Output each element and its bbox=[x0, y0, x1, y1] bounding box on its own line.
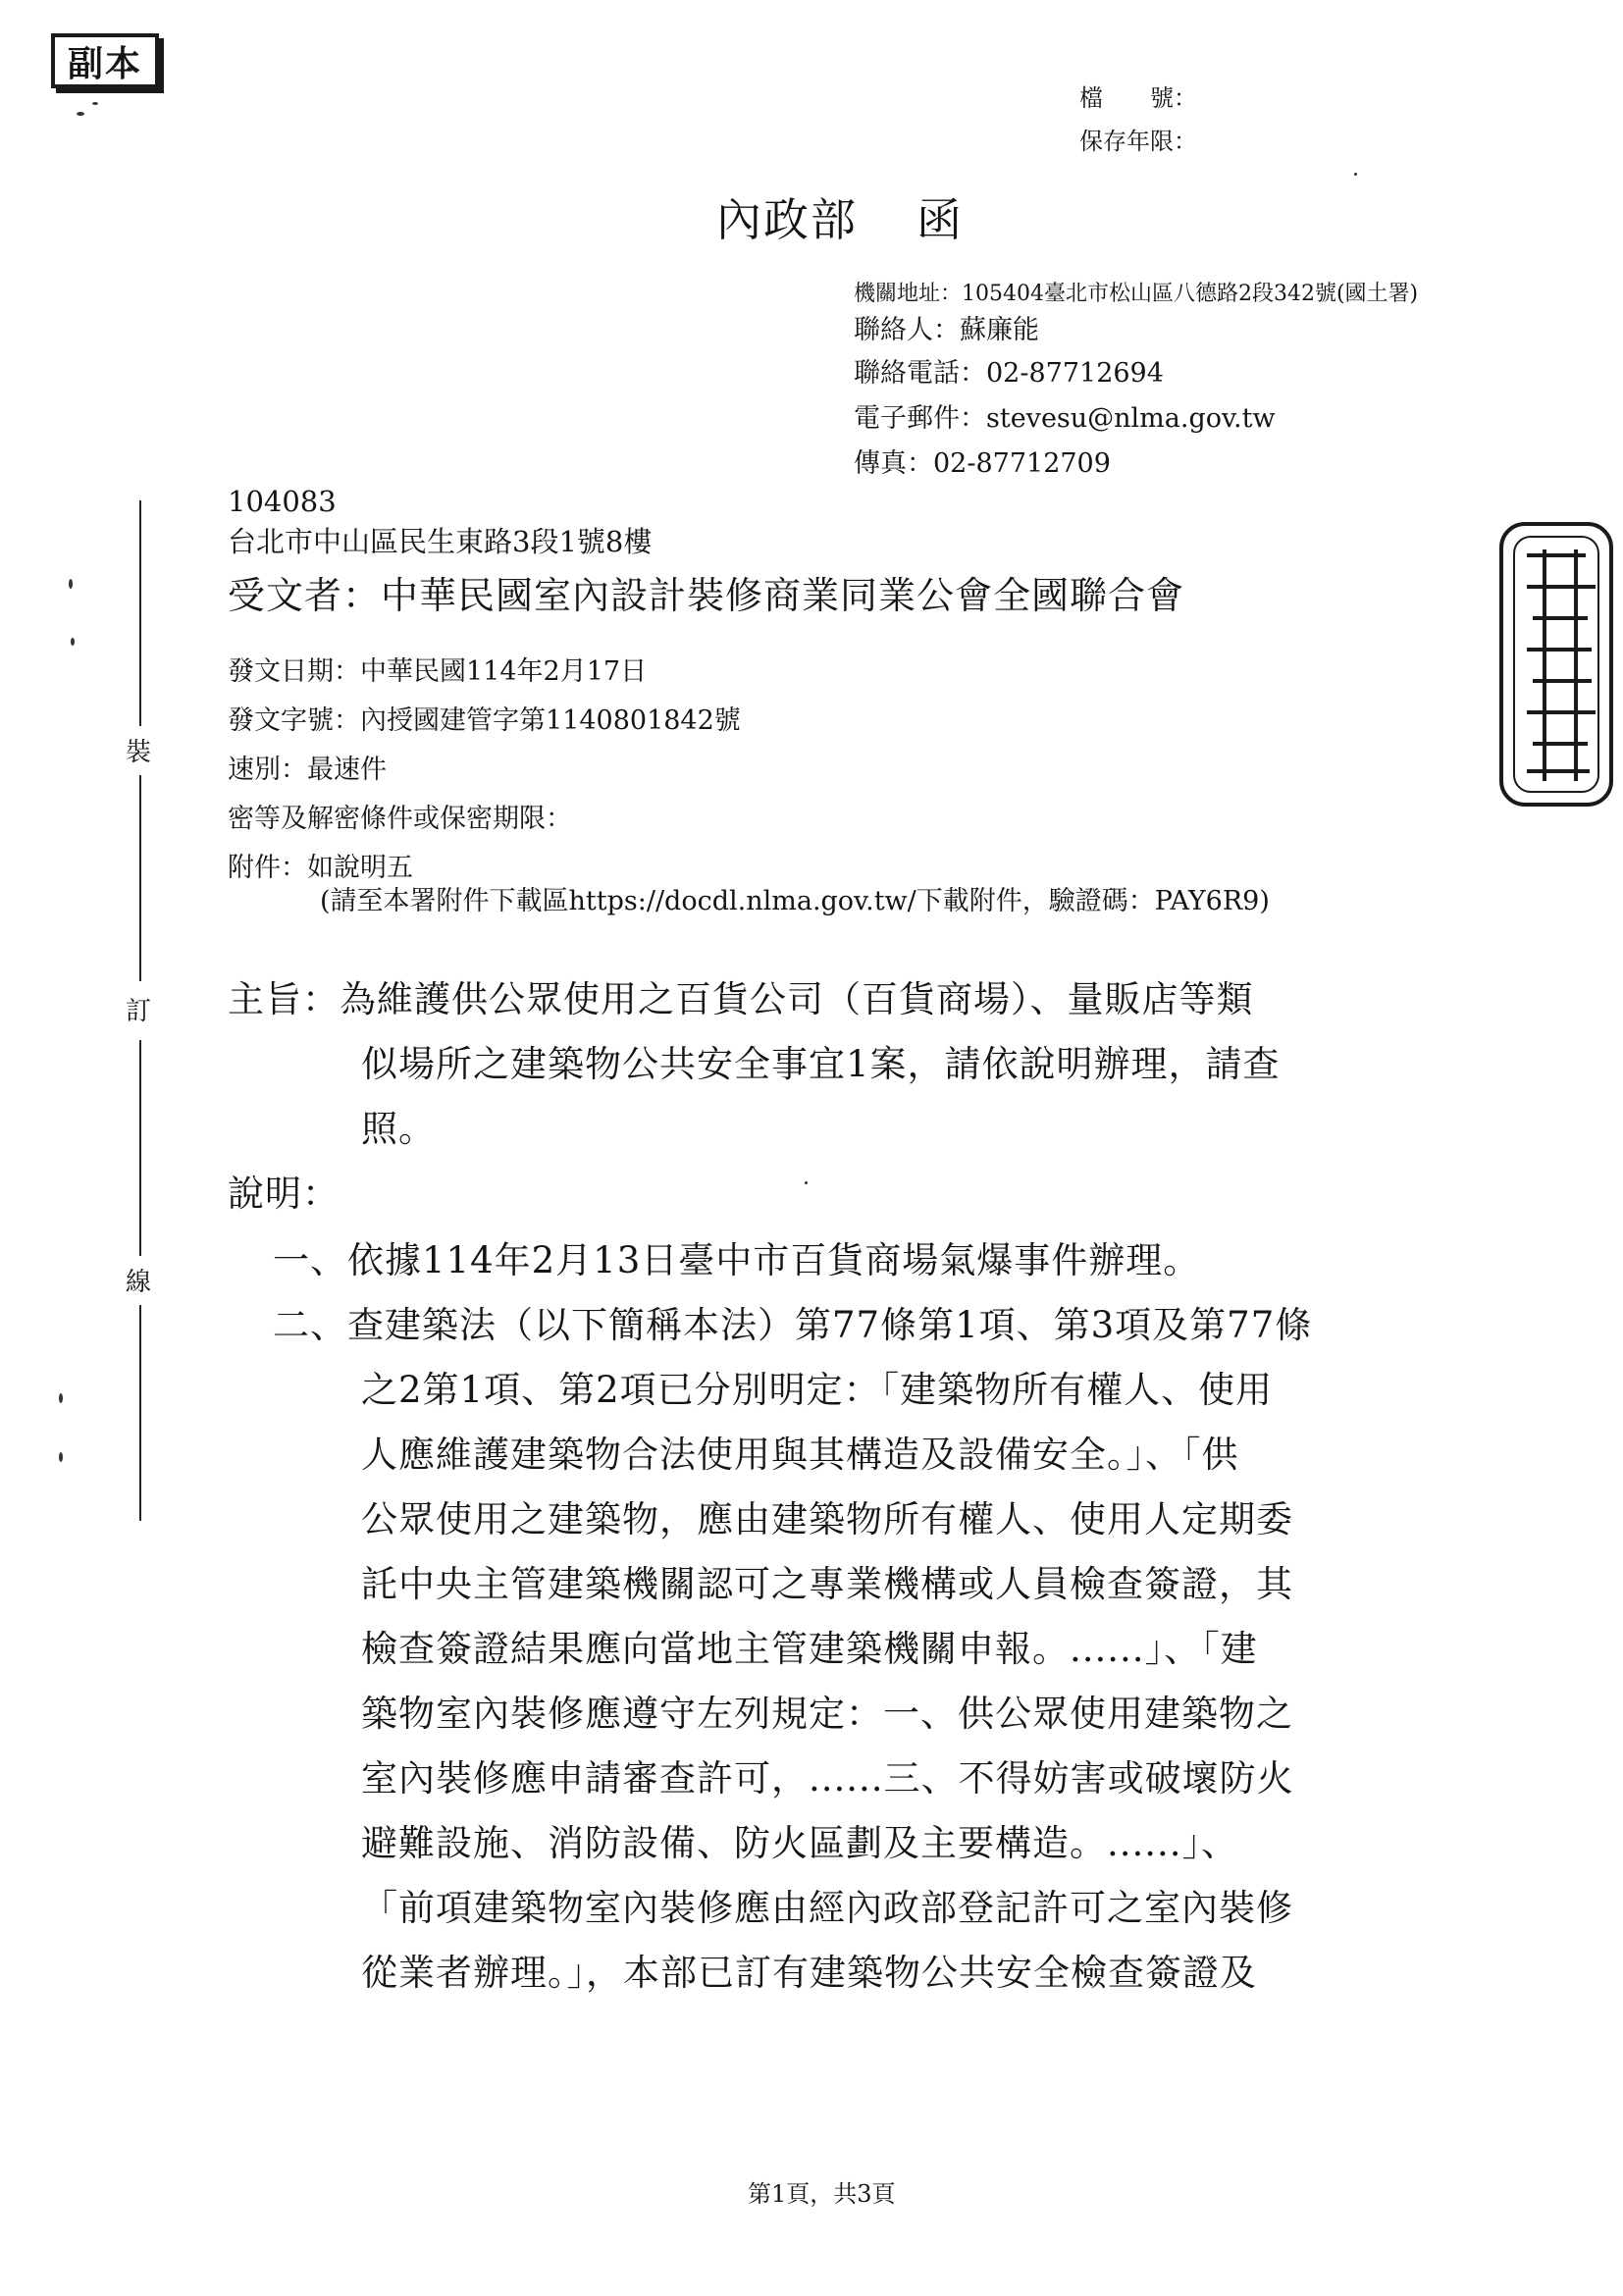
scan-speck bbox=[92, 102, 98, 105]
agency-address: 機關地址：105404臺北市松山區八德路2段342號(國土署) bbox=[854, 282, 1419, 306]
agency-name: 內政部 bbox=[716, 193, 858, 246]
scan-speck bbox=[805, 1181, 808, 1184]
explanation-item-1: 一、依據114年2月13日臺中市百貨商場氣爆事件辦理。 bbox=[273, 1239, 1201, 1281]
explanation-heading: 說明： bbox=[228, 1173, 340, 1215]
official-seal bbox=[1499, 522, 1613, 807]
secrecy-level: 密等及解密條件或保密期限： bbox=[228, 804, 572, 834]
scan-speck bbox=[77, 112, 84, 116]
subject-line: 照。 bbox=[361, 1108, 436, 1150]
issue-date: 發文日期：中華民國114年2月17日 bbox=[228, 656, 648, 687]
explanation-item-2-line: 築物室內裝修應遵守左列規定：一、供公眾使用建築物之 bbox=[361, 1693, 1293, 1735]
binding-line bbox=[139, 1305, 141, 1521]
explanation-item-2-line: 從業者辦理。」，本部已訂有建築物公共安全檢查簽證及 bbox=[361, 1952, 1257, 1994]
scan-speck bbox=[69, 579, 73, 589]
explanation-item-2-line: 「前項建築物室內裝修應由經內政部登記許可之室內裝修 bbox=[361, 1887, 1293, 1929]
binding-mark: 訂 bbox=[126, 997, 152, 1026]
scan-speck bbox=[1354, 173, 1357, 176]
page-number: 第1頁，共3頁 bbox=[748, 2180, 896, 2208]
document-title bbox=[716, 184, 964, 249]
binding-line bbox=[139, 500, 141, 726]
copy-stamp-label: 副本 bbox=[67, 42, 142, 84]
document-type: 函 bbox=[916, 193, 964, 246]
explanation-item-2-line: 檢查簽證結果應向當地主管建築機關申報。......」、「建 bbox=[361, 1628, 1258, 1670]
delivery-speed: 速別：最速件 bbox=[228, 755, 387, 785]
contact-fax: 傳真：02-87712709 bbox=[854, 448, 1111, 479]
contact-phone: 聯絡電話：02-87712694 bbox=[854, 358, 1164, 389]
file-number-label: 檔 號： bbox=[1079, 84, 1197, 112]
explanation-item-2-line: 人應維護建築物合法使用與其構造及設備安全。」、「供 bbox=[361, 1434, 1239, 1476]
binding-line bbox=[139, 775, 141, 981]
binding-line bbox=[139, 1040, 141, 1256]
explanation-item-2-line: 室內裝修應申請審查許可，......三、不得妨害或破壞防火 bbox=[361, 1757, 1294, 1800]
scan-speck bbox=[59, 1452, 63, 1462]
document-number: 發文字號：內授國建管字第1140801842號 bbox=[228, 705, 741, 736]
binding-mark: 線 bbox=[126, 1268, 152, 1297]
explanation-item-2-line: 避難設施、消防設備、防火區劃及主要構造。......」、 bbox=[361, 1822, 1239, 1864]
recipient: 受文者：中華民國室內設計裝修商業同業公會全國聯合會 bbox=[228, 574, 1185, 617]
subject-line: 主旨：為維護供公眾使用之百貨公司（百貨商場）、量販店等類 bbox=[228, 978, 1254, 1020]
scan-speck bbox=[59, 1393, 63, 1403]
recipient-postal-code: 104083 bbox=[228, 485, 337, 518]
explanation-item-2-line: 二、查建築法（以下簡稱本法）第77條第1項、第3項及第77條 bbox=[273, 1304, 1313, 1346]
contact-person: 聯絡人：蘇廉能 bbox=[854, 315, 1039, 345]
copy-stamp bbox=[51, 33, 159, 88]
explanation-item-2-line: 之2第1項、第2項已分別明定：「建築物所有權人、使用 bbox=[361, 1369, 1274, 1411]
attachment-download-note: (請至本署附件下載區https://docdl.nlma.gov.tw/下載附件，驗證碼：PAY6R9) bbox=[320, 886, 1270, 916]
scan-speck bbox=[71, 638, 75, 646]
recipient-street-address: 台北市中山區民生東路3段1號8樓 bbox=[228, 525, 653, 558]
binding-mark: 裝 bbox=[126, 738, 152, 767]
subject-line: 似場所之建築物公共安全事宜1案，請依說明辦理，請查 bbox=[361, 1043, 1281, 1085]
retention-period-label: 保存年限： bbox=[1079, 128, 1197, 155]
explanation-item-2-line: 公眾使用之建築物，應由建築物所有權人、使用人定期委 bbox=[361, 1498, 1293, 1540]
contact-email: 電子郵件：stevesu@nlma.gov.tw bbox=[854, 403, 1276, 434]
explanation-item-2-line: 託中央主管建築機關認可之專業機構或人員檢查簽證，其 bbox=[361, 1563, 1293, 1605]
attachment: 附件：如說明五 bbox=[228, 853, 413, 883]
